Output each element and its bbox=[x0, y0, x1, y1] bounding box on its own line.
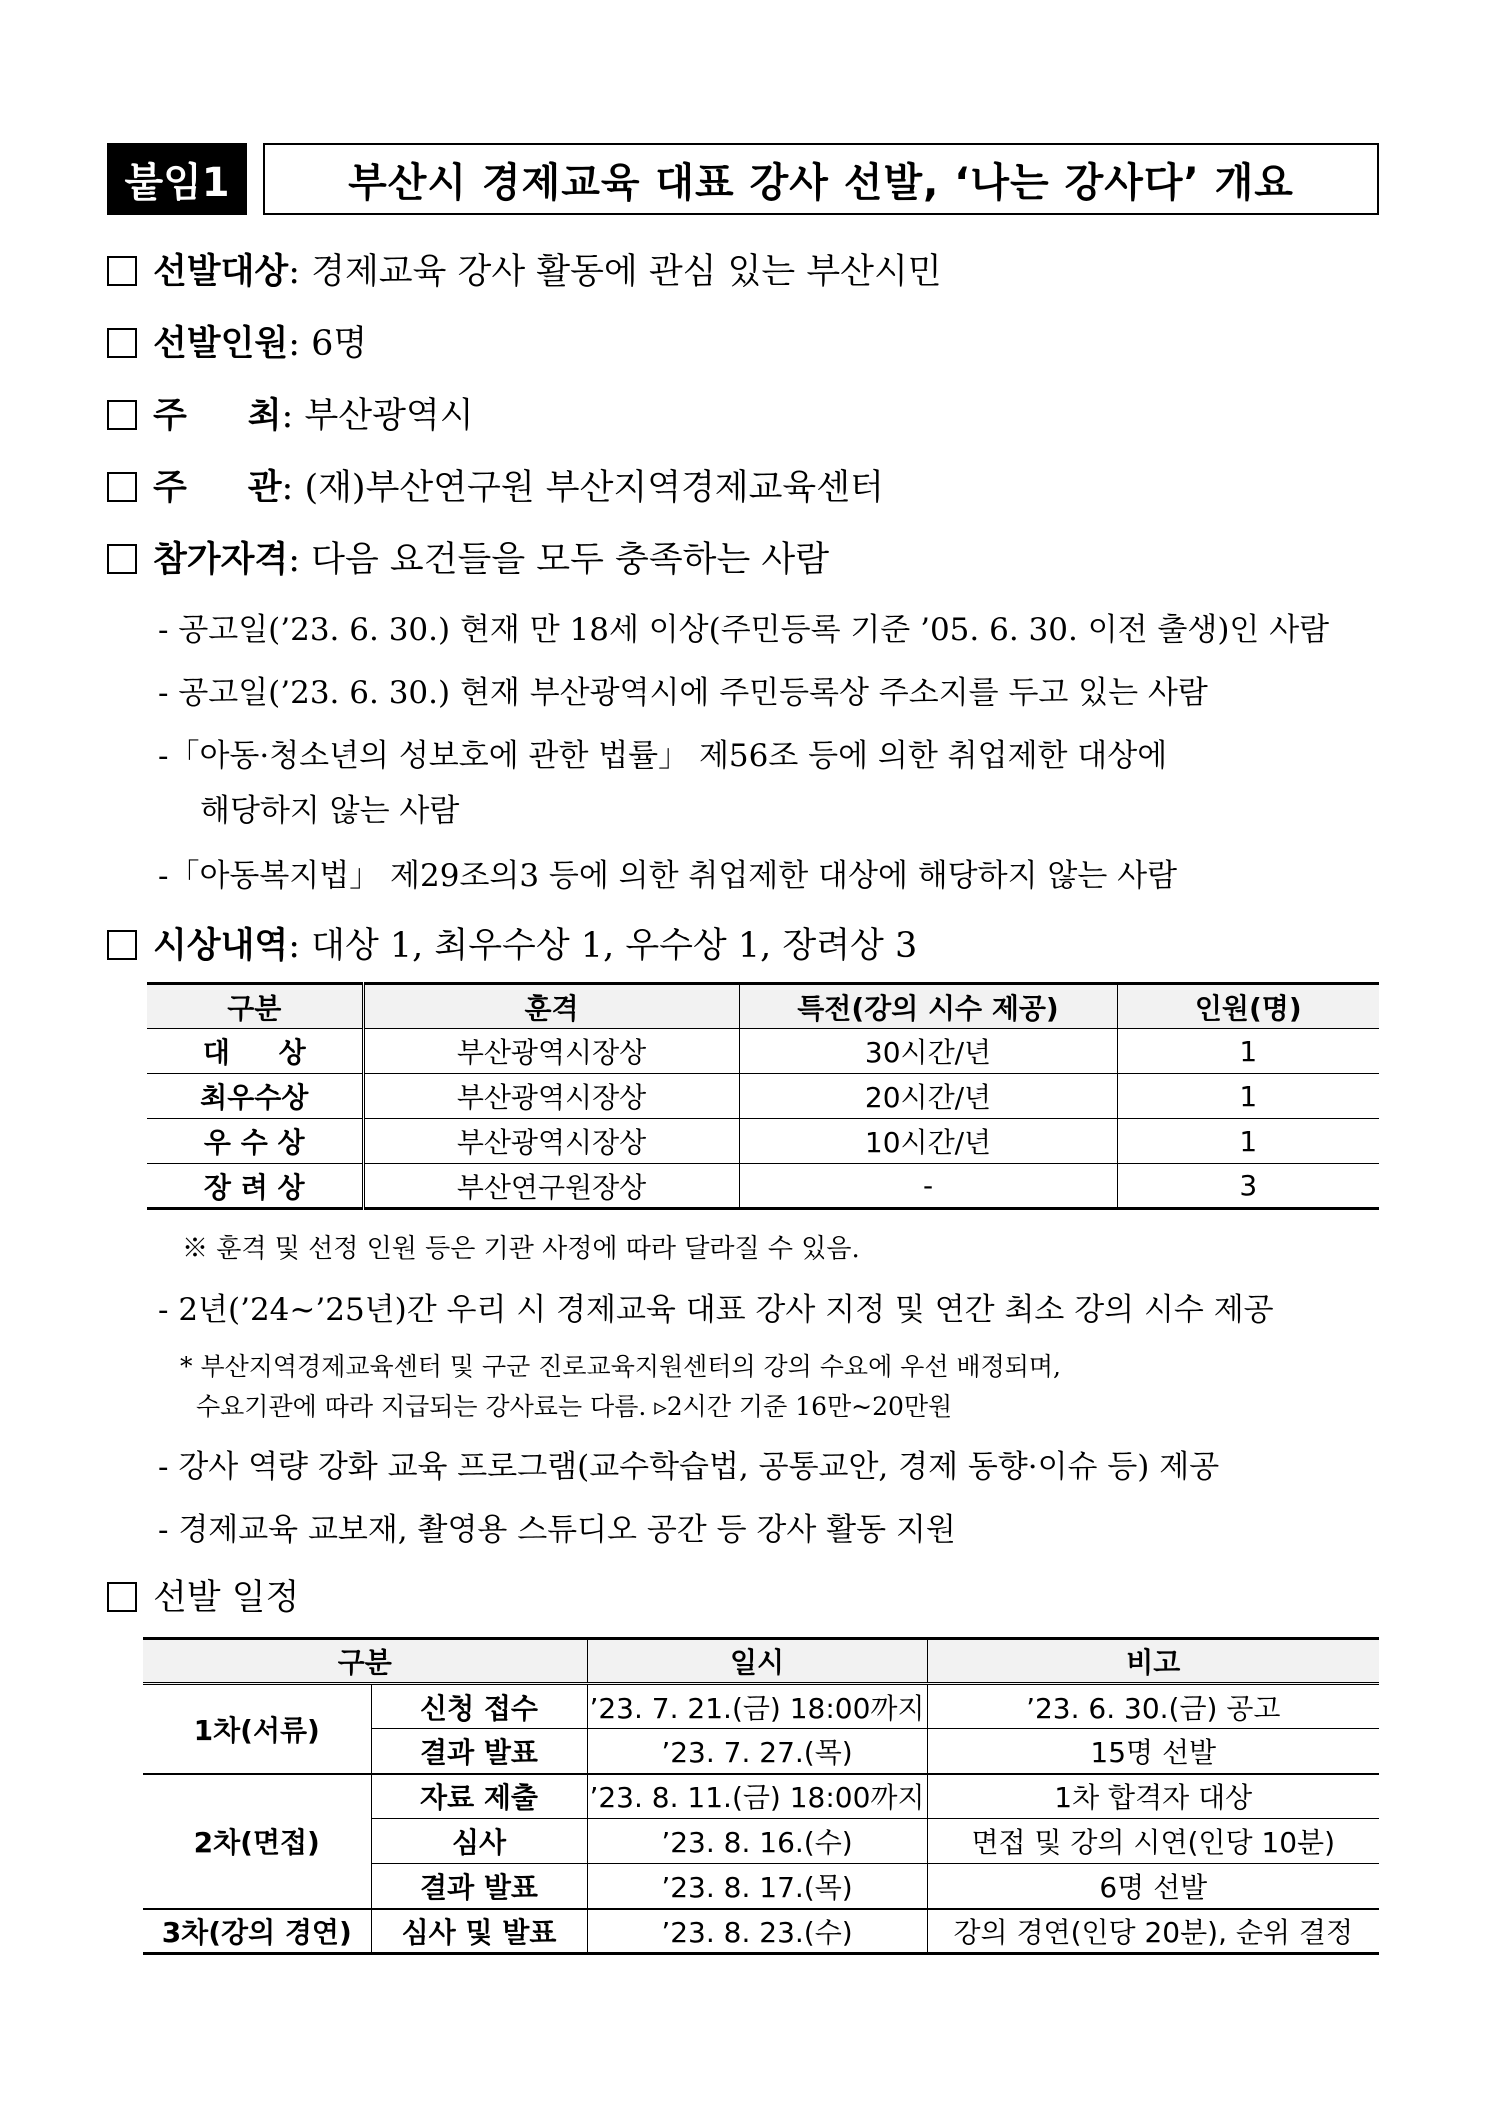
table-row bbox=[147, 1029, 1379, 1074]
award-benefit: 20시간/년 bbox=[739, 1074, 1117, 1119]
benefit-item: - 경제교육 교보재, 촬영용 스튜디오 공간 등 강사 활동 지원 bbox=[158, 1512, 956, 1548]
table-row bbox=[147, 1164, 1379, 1209]
step-name: 결과 발표 bbox=[371, 1729, 587, 1774]
attachment-badge: 붙임1 bbox=[107, 143, 247, 215]
column-header: 구분 bbox=[143, 1639, 587, 1684]
section-host bbox=[107, 388, 474, 438]
stage-name: 1차(서류) bbox=[143, 1684, 371, 1774]
column-header: 훈격 bbox=[363, 984, 739, 1029]
awards-table bbox=[147, 982, 1379, 1210]
award-title: 부산광역시장상 bbox=[363, 1119, 739, 1164]
award-count: 1 bbox=[1117, 1074, 1379, 1119]
table-row bbox=[147, 1074, 1379, 1119]
title-bar bbox=[107, 143, 1379, 215]
eligibility-item-continued: 해당하지 않는 사람 bbox=[200, 793, 460, 829]
award-count: 1 bbox=[1117, 1119, 1379, 1164]
section-key: 선발대상 bbox=[153, 252, 289, 292]
checkbox-square-icon bbox=[107, 930, 137, 960]
step-remark: 강의 경연(인당 20분), 순위 결정 bbox=[927, 1909, 1379, 1954]
section-key: 시상내역 bbox=[153, 926, 289, 966]
step-date: ’23. 7. 27.(목) bbox=[587, 1729, 927, 1774]
award-count: 3 bbox=[1117, 1164, 1379, 1209]
section-key: 주 최 bbox=[153, 396, 282, 436]
section-key: 선발인원 bbox=[153, 324, 289, 364]
award-benefit: 30시간/년 bbox=[739, 1029, 1117, 1074]
section-key: 주 관 bbox=[153, 468, 282, 508]
column-header: 구분 bbox=[147, 984, 363, 1029]
section-value: : 경제교육 강사 활동에 관심 있는 부산시민 bbox=[288, 252, 942, 292]
award-category: 최우수상 bbox=[147, 1074, 363, 1119]
step-remark: ’23. 6. 30.(금) 공고 bbox=[927, 1684, 1379, 1729]
section-target bbox=[107, 244, 942, 294]
checkbox-square-icon bbox=[107, 544, 137, 574]
step-date: ’23. 8. 16.(수) bbox=[587, 1819, 927, 1864]
section-key: 선발 일정 bbox=[153, 1578, 300, 1618]
column-header: 인원(명) bbox=[1117, 984, 1379, 1029]
checkbox-square-icon bbox=[107, 328, 137, 358]
step-name: 심사 및 발표 bbox=[371, 1909, 587, 1954]
checkbox-square-icon bbox=[107, 1582, 137, 1612]
step-remark: 면접 및 강의 시연(인당 10분) bbox=[927, 1819, 1379, 1864]
award-count: 1 bbox=[1117, 1029, 1379, 1074]
column-header: 특전(강의 시수 제공) bbox=[739, 984, 1117, 1029]
checkbox-square-icon bbox=[107, 472, 137, 502]
eligibility-item: -「아동·청소년의 성보호에 관한 법률」 제56조 등에 의한 취업제한 대상에 bbox=[158, 738, 1168, 774]
award-title: 부산광역시장상 bbox=[363, 1074, 739, 1119]
step-remark: 6명 선발 bbox=[927, 1864, 1379, 1909]
table-row bbox=[143, 1774, 1379, 1819]
step-name: 결과 발표 bbox=[371, 1864, 587, 1909]
step-date: ’23. 8. 11.(금) 18:00까지 bbox=[587, 1774, 927, 1819]
stage-name: 3차(강의 경연) bbox=[143, 1909, 371, 1954]
section-value: : 부산광역시 bbox=[281, 396, 474, 436]
award-category: 우 수 상 bbox=[147, 1119, 363, 1164]
eligibility-item: -「아동복지법」 제29조의3 등에 의한 취업제한 대상에 해당하지 않는 사람 bbox=[158, 858, 1178, 894]
section-organizer bbox=[107, 460, 884, 510]
step-remark: 15명 선발 bbox=[927, 1729, 1379, 1774]
benefit-item: - 2년(’24~’25년)간 우리 시 경제교육 대표 강사 지정 및 연간 최소 강의 시수 제공 bbox=[158, 1292, 1274, 1328]
stage-name: 2차(면접) bbox=[143, 1774, 371, 1909]
eligibility-item: - 공고일(’23. 6. 30.) 현재 만 18세 이상(주민등록 기준 ’05. 6. 30. 이전 출생)인 사람 bbox=[158, 612, 1330, 648]
checkbox-square-icon bbox=[107, 400, 137, 430]
benefit-item: - 강사 역량 강화 교육 프로그램(교수학습법, 공통교안, 경제 동향·이슈 등) 제공 bbox=[158, 1449, 1220, 1485]
column-header: 비고 bbox=[927, 1639, 1379, 1684]
eligibility-item: - 공고일(’23. 6. 30.) 현재 부산광역시에 주민등록상 주소지를 두고 있는 사람 bbox=[158, 675, 1208, 711]
award-title: 부산연구원장상 bbox=[363, 1164, 739, 1209]
section-value: : 대상 1, 최우수상 1, 우수상 1, 장려상 3 bbox=[288, 926, 918, 966]
section-count bbox=[107, 316, 367, 366]
step-name: 자료 제출 bbox=[371, 1774, 587, 1819]
step-date: ’23. 8. 23.(수) bbox=[587, 1909, 927, 1954]
column-header: 일시 bbox=[587, 1639, 927, 1684]
page-title: 부산시 경제교육 대표 강사 선발, ‘나는 강사다’ 개요 bbox=[263, 143, 1379, 215]
award-note: ※ 훈격 및 선정 인원 등은 기관 사정에 따라 달라질 수 있음. bbox=[182, 1234, 860, 1264]
award-benefit: 10시간/년 bbox=[739, 1119, 1117, 1164]
section-eligibility bbox=[107, 532, 829, 582]
step-remark: 1차 합격자 대상 bbox=[927, 1774, 1379, 1819]
table-row bbox=[143, 1909, 1379, 1954]
section-value: : (재)부산연구원 부산지역경제교육센터 bbox=[281, 468, 884, 508]
table-header-row bbox=[147, 984, 1379, 1029]
step-date: ’23. 8. 17.(목) bbox=[587, 1864, 927, 1909]
checkbox-square-icon bbox=[107, 256, 137, 286]
schedule-table bbox=[143, 1637, 1379, 1955]
table-row bbox=[143, 1684, 1379, 1729]
section-schedule bbox=[107, 1570, 299, 1620]
table-row bbox=[147, 1119, 1379, 1164]
award-category: 대 상 bbox=[147, 1029, 363, 1074]
section-key: 참가자격 bbox=[153, 540, 289, 580]
award-category: 장 려 상 bbox=[147, 1164, 363, 1209]
step-name: 신청 접수 bbox=[371, 1684, 587, 1729]
step-name: 심사 bbox=[371, 1819, 587, 1864]
table-header-row bbox=[143, 1639, 1379, 1684]
section-awards bbox=[107, 918, 917, 968]
section-value: : 다음 요건들을 모두 충족하는 사람 bbox=[288, 540, 830, 580]
benefit-subnote: * 부산지역경제교육센터 및 구군 진로교육지원센터의 강의 수요에 우선 배정되며, bbox=[180, 1352, 1061, 1381]
section-value: : 6명 bbox=[288, 324, 368, 364]
award-title: 부산광역시장상 bbox=[363, 1029, 739, 1074]
benefit-subnote: 수요기관에 따라 지급되는 강사료는 다름. ▹2시간 기준 16만~20만원 bbox=[196, 1392, 953, 1421]
step-date: ’23. 7. 21.(금) 18:00까지 bbox=[587, 1684, 927, 1729]
award-benefit: - bbox=[739, 1164, 1117, 1209]
